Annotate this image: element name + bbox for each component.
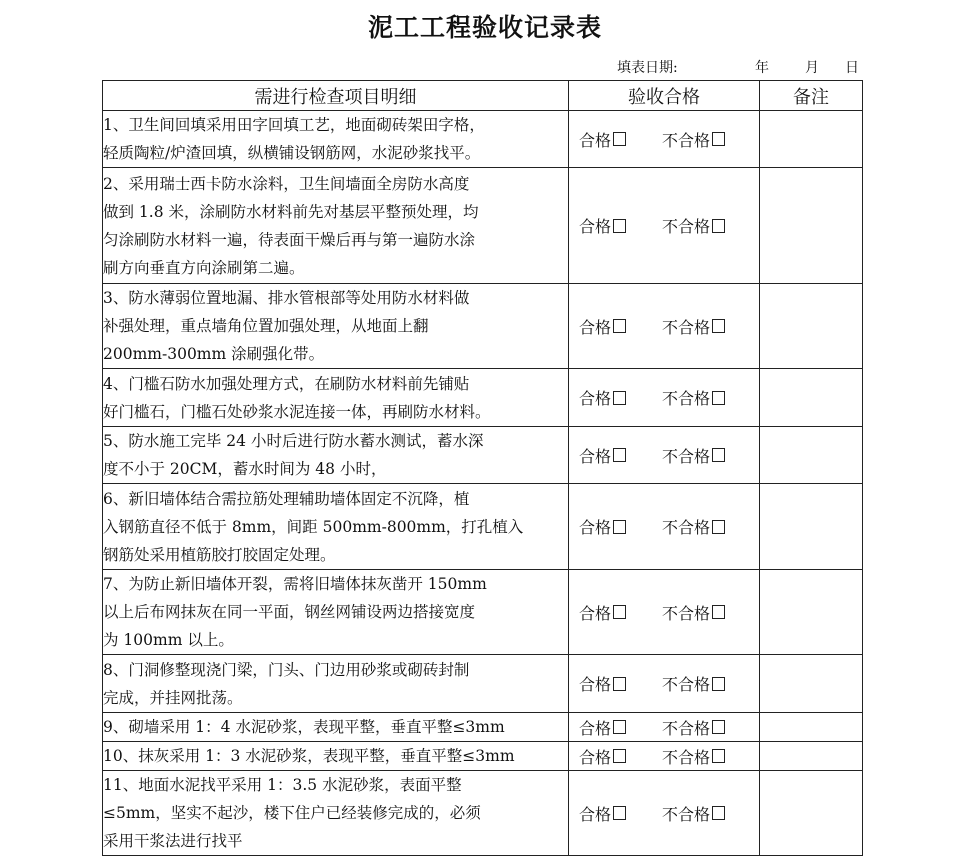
fail-checkbox[interactable] xyxy=(712,677,725,691)
item-description-line: 轻质陶粒/炉渣回填，纵横铺设钢筋网，水泥砂浆找平。 xyxy=(103,144,481,162)
pass-checkbox[interactable] xyxy=(613,677,626,691)
header-acceptance: 验收合格 xyxy=(569,81,760,111)
document-title: 泥工工程验收记录表 xyxy=(367,13,602,42)
table-row xyxy=(103,168,863,284)
fail-checkbox[interactable] xyxy=(712,319,725,333)
item-description-line: 3、防水薄弱位置地漏、排水管根部等处用防水材料做 xyxy=(103,289,470,307)
pass-option[interactable] xyxy=(579,716,626,739)
header-item-details: 需进行检查项目明细 xyxy=(103,81,569,111)
pass-label: 合格 xyxy=(579,603,612,623)
fail-option[interactable] xyxy=(662,716,725,739)
remarks-cell[interactable] xyxy=(760,742,863,771)
item-description xyxy=(103,655,569,713)
fail-option[interactable] xyxy=(662,515,725,538)
table-row xyxy=(103,771,863,856)
item-description-line: 为 100mm 以上。 xyxy=(103,631,234,649)
fail-option[interactable] xyxy=(662,601,725,624)
acceptance-cell xyxy=(569,771,760,856)
fail-label: 不合格 xyxy=(662,518,711,537)
fail-checkbox[interactable] xyxy=(712,219,725,233)
item-description-line: 以上后布网抹灰在同一平面，钢丝网铺设两边搭接宽度 xyxy=(103,603,476,621)
item-description-line: 刷方向垂直方向涂刷第二遍。 xyxy=(103,258,305,277)
item-description-line: ≤5mm，坚实不起沙，楼下住户已经装修完成的，必须 xyxy=(103,804,481,822)
item-description xyxy=(103,713,569,742)
pass-label: 合格 xyxy=(579,446,612,466)
pass-option[interactable] xyxy=(579,672,626,695)
item-description-line: 7、为防止新旧墙体开裂，需将旧墙体抹灰凿开 150mm xyxy=(103,575,487,593)
item-description xyxy=(103,484,569,570)
fail-option[interactable] xyxy=(662,214,725,237)
fail-checkbox[interactable] xyxy=(712,605,725,619)
pass-checkbox[interactable] xyxy=(613,319,626,333)
fail-option[interactable] xyxy=(662,444,725,467)
remarks-cell[interactable] xyxy=(760,168,863,284)
fail-label: 不合格 xyxy=(662,317,711,337)
remarks-cell[interactable] xyxy=(760,713,863,742)
remarks-cell[interactable] xyxy=(760,771,863,856)
table-row xyxy=(103,655,863,713)
item-description-line: 9、砌墙采用 1：4 水泥砂浆，表现平整，垂直平整≤3mm xyxy=(103,718,505,736)
pass-option[interactable] xyxy=(579,214,626,237)
acceptance-cell xyxy=(569,655,760,713)
pass-label: 合格 xyxy=(579,675,612,694)
pass-option[interactable] xyxy=(579,128,626,151)
item-description-line: 采用干浆法进行找平 xyxy=(103,832,243,850)
fail-checkbox[interactable] xyxy=(712,749,725,763)
acceptance-cell xyxy=(569,742,760,771)
inspection-table xyxy=(102,80,863,856)
item-description-line: 10、抹灰采用 1：3 水泥砂浆，表现平整，垂直平整≤3mm xyxy=(103,747,515,765)
item-description-line: 4、门槛石防水加强处理方式，在刷防水材料前先铺贴 xyxy=(103,374,470,393)
fail-option[interactable] xyxy=(662,315,725,338)
pass-label: 合格 xyxy=(579,804,612,824)
fail-label: 不合格 xyxy=(662,130,711,150)
fail-checkbox[interactable] xyxy=(712,448,725,462)
pass-option[interactable] xyxy=(579,444,626,467)
table-row xyxy=(103,427,863,484)
item-description-line: 入钢筋直径不低于 8mm，间距 500mm-800mm，打孔植入 xyxy=(103,517,524,536)
pass-checkbox[interactable] xyxy=(613,448,626,462)
pass-option[interactable] xyxy=(579,386,626,409)
fail-label: 不合格 xyxy=(662,675,711,694)
fail-label: 不合格 xyxy=(662,718,711,738)
fail-label: 不合格 xyxy=(662,217,711,236)
pass-checkbox[interactable] xyxy=(613,132,626,146)
fail-checkbox[interactable] xyxy=(712,391,725,405)
item-description xyxy=(103,284,569,369)
pass-checkbox[interactable] xyxy=(613,749,626,763)
remarks-cell[interactable] xyxy=(760,570,863,655)
item-description-line: 度不小于 20CM，蓄水时间为 48 小时， xyxy=(103,460,387,478)
fill-date-label: 填表日期: xyxy=(617,60,678,76)
pass-checkbox[interactable] xyxy=(613,520,626,534)
pass-checkbox[interactable] xyxy=(613,605,626,619)
fill-date-line xyxy=(617,57,859,77)
pass-checkbox[interactable] xyxy=(613,806,626,820)
remarks-cell[interactable] xyxy=(760,655,863,713)
item-description xyxy=(103,168,569,284)
remarks-cell[interactable] xyxy=(760,284,863,369)
item-description-line: 6、新旧墙体结合需拉筋处理辅助墙体固定不沉降，植 xyxy=(103,489,470,508)
remarks-cell[interactable] xyxy=(760,369,863,427)
item-description-line: 钢筋处采用植筋胶打胶固定处理。 xyxy=(103,545,336,564)
pass-option[interactable] xyxy=(579,315,626,338)
pass-label: 合格 xyxy=(579,317,612,337)
fail-checkbox[interactable] xyxy=(712,132,725,146)
item-description-line: 2、采用瑞士西卡防水涂料，卫生间墙面全房防水高度 xyxy=(103,174,470,193)
item-description xyxy=(103,771,569,856)
acceptance-cell xyxy=(569,369,760,427)
remarks-cell[interactable] xyxy=(760,111,863,168)
item-description xyxy=(103,111,569,168)
pass-label: 合格 xyxy=(579,718,612,738)
pass-label: 合格 xyxy=(579,518,612,537)
acceptance-cell xyxy=(569,284,760,369)
pass-label: 合格 xyxy=(579,130,612,150)
pass-option[interactable] xyxy=(579,802,626,825)
fail-label: 不合格 xyxy=(662,389,711,408)
item-description-line: 好门槛石，门槛石处砂浆水泥连接一体，再刷防水材料。 xyxy=(103,402,491,421)
table-row xyxy=(103,570,863,655)
fail-option[interactable] xyxy=(662,745,725,768)
acceptance-cell xyxy=(569,484,760,570)
fail-checkbox[interactable] xyxy=(712,806,725,820)
acceptance-cell xyxy=(569,713,760,742)
acceptance-cell xyxy=(569,570,760,655)
table-row xyxy=(103,369,863,427)
item-description-line: 200mm-300mm 涂刷强化带。 xyxy=(103,345,325,363)
item-description xyxy=(103,570,569,655)
header-remarks: 备注 xyxy=(760,81,863,111)
date-month-label: 月 xyxy=(805,60,819,76)
fail-label: 不合格 xyxy=(662,804,711,824)
pass-option[interactable] xyxy=(579,745,626,768)
acceptance-cell xyxy=(569,168,760,284)
date-day-label: 日 xyxy=(845,60,859,76)
pass-label: 合格 xyxy=(579,217,612,236)
table-row xyxy=(103,284,863,369)
fail-label: 不合格 xyxy=(662,446,711,466)
fail-option[interactable] xyxy=(662,802,725,825)
fail-option[interactable] xyxy=(662,672,725,695)
item-description-line: 8、门洞修整现浇门梁，门头、门边用砂浆或砌砖封制 xyxy=(103,660,470,679)
fail-checkbox[interactable] xyxy=(712,520,725,534)
fail-label: 不合格 xyxy=(662,747,711,767)
item-description-line: 5、防水施工完毕 24 小时后进行防水蓄水测试，蓄水深 xyxy=(103,432,484,450)
item-description-line: 1、卫生间回填采用田字回填工艺，地面砌砖架田字格， xyxy=(103,116,485,134)
item-description-line: 11、地面水泥找平采用 1：3.5 水泥砂浆，表面平整 xyxy=(103,776,462,794)
table-row xyxy=(103,742,863,771)
item-description-line: 匀涂刷防水材料一遍，待表面干燥后再与第一遍防水涂 xyxy=(103,230,476,249)
item-description-line: 做到 1.8 米，涂刷防水材料前先对基层平整预处理，均 xyxy=(103,202,479,221)
table-row xyxy=(103,111,863,168)
table-row xyxy=(103,713,863,742)
pass-label: 合格 xyxy=(579,389,612,408)
remarks-cell[interactable] xyxy=(760,484,863,570)
item-description xyxy=(103,369,569,427)
item-description xyxy=(103,427,569,484)
pass-checkbox[interactable] xyxy=(613,391,626,405)
table-header-row xyxy=(103,81,863,111)
acceptance-cell xyxy=(569,111,760,168)
fail-label: 不合格 xyxy=(662,603,711,623)
remarks-cell[interactable] xyxy=(760,427,863,484)
item-description-line: 补强处理，重点墙角位置加强处理，从地面上翻 xyxy=(103,317,429,335)
pass-option[interactable] xyxy=(579,515,626,538)
item-description-line: 完成，并挂网批荡。 xyxy=(103,688,243,707)
fail-option[interactable] xyxy=(662,386,725,409)
pass-checkbox[interactable] xyxy=(613,720,626,734)
pass-label: 合格 xyxy=(579,747,612,767)
fail-checkbox[interactable] xyxy=(712,720,725,734)
table-row xyxy=(103,484,863,570)
acceptance-cell xyxy=(569,427,760,484)
date-year-label: 年 xyxy=(755,60,769,76)
pass-checkbox[interactable] xyxy=(613,219,626,233)
fail-option[interactable] xyxy=(662,128,725,151)
pass-option[interactable] xyxy=(579,601,626,624)
item-description xyxy=(103,742,569,771)
